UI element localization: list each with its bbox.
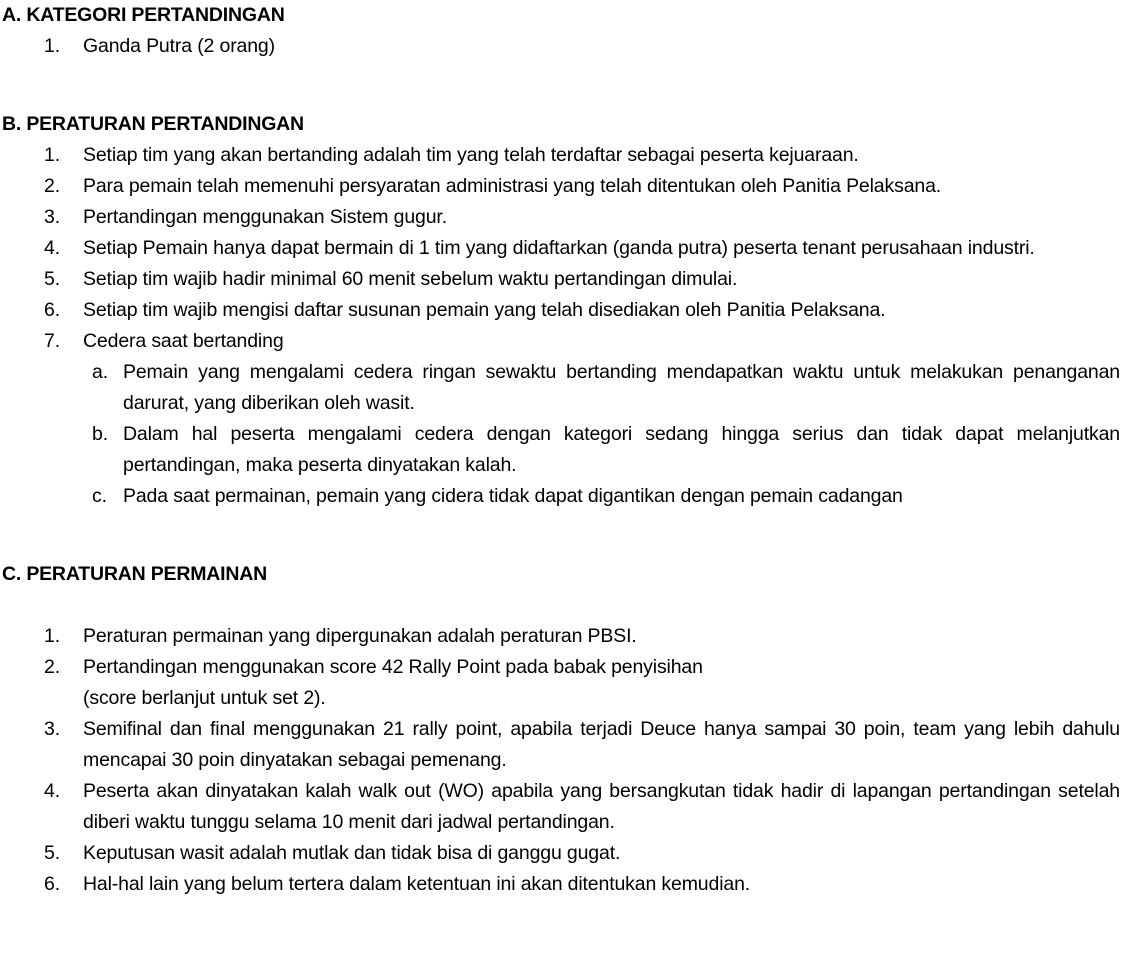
list-marker: 1. — [44, 35, 60, 57]
list-item-text: Cedera saat bertanding — [83, 330, 284, 352]
list-item-text: Setiap tim wajib mengisi daftar susunan pemain yang telah disediakan oleh Panitia Pelaksana. — [83, 299, 886, 321]
list-item — [0, 326, 1126, 357]
list-item-text: Setiap tim wajib hadir minimal 60 menit sebelum waktu pertandingan dimulai. — [83, 268, 738, 290]
sublist-cedera-saat-bertanding — [0, 357, 1126, 512]
list-item — [0, 838, 1126, 869]
section-heading-a: A. KATEGORI PERTANDINGAN — [2, 4, 285, 26]
list-item — [0, 869, 1126, 900]
list-marker: 4. — [44, 780, 60, 802]
list-item-text: Pertandingan menggunakan score 42 Rally Point pada babak penyisihan — [83, 656, 703, 678]
list-item-text: Setiap Pemain hanya dapat bermain di 1 tim yang didaftarkan (ganda putra) peserta tenant perusahaan industri. — [83, 237, 1035, 259]
list-section-a — [0, 31, 1126, 62]
section-kategori-pertandingan — [0, 0, 1126, 62]
sublist-item — [0, 419, 1126, 481]
list-item-text: Setiap tim yang akan bertanding adalah tim yang telah terdaftar sebagai peserta kejuaraan. — [83, 144, 859, 166]
list-item — [0, 140, 1126, 171]
list-marker: 1. — [44, 144, 60, 166]
list-item-text: Para pemain telah memenuhi persyaratan administrasi yang telah ditentukan oleh Panitia Pelaksana. — [83, 175, 942, 197]
list-item — [0, 233, 1126, 264]
list-item-text: Semifinal dan final menggunakan 21 rally point, apabila terjadi Deuce hanya sampai 30 poin, team yang lebih dahulu mencapai 30 poin dinyatakan sebagai pemenang. — [83, 718, 1120, 771]
list-marker: 2. — [44, 656, 60, 678]
section-spacer — [0, 62, 1126, 93]
list-item-text-line2: (score berlanjut untuk set 2). — [83, 687, 326, 709]
section-spacer — [0, 512, 1126, 543]
section-heading-c: C. PERATURAN PERMAINAN — [2, 563, 267, 585]
list-item — [0, 202, 1126, 233]
section-peraturan-pertandingan — [0, 109, 1126, 512]
list-marker: 3. — [44, 206, 60, 228]
list-section-b — [0, 140, 1126, 357]
list-item-text: Hal-hal lain yang belum tertera dalam ketentuan ini akan ditentukan kemudian. — [83, 873, 751, 895]
list-item — [0, 621, 1126, 652]
sublist-marker: c. — [92, 485, 107, 507]
list-marker: 6. — [44, 299, 60, 321]
list-section-c — [0, 621, 1126, 900]
sublist-item — [0, 357, 1126, 419]
sublist-item-text: Pemain yang mengalami cedera ringan sewaktu bertanding mendapatkan waktu untuk melakukan penanganan darurat, yang diberikan oleh wasit. — [123, 361, 1120, 414]
list-item — [0, 652, 1126, 714]
sublist-item — [0, 481, 1126, 512]
list-item-text: Peserta akan dinyatakan kalah walk out (WO) apabila yang bersangkutan tidak hadir di lapangan pertandingan setelah diberi waktu tunggu selama 10 menit dari jadwal pertandingan. — [83, 780, 1120, 833]
list-marker: 5. — [44, 268, 60, 290]
list-marker: 1. — [44, 625, 60, 647]
list-marker: 7. — [44, 330, 60, 352]
section-peraturan-permainan — [0, 559, 1126, 900]
list-item-text: Keputusan wasit adalah mutlak dan tidak bisa di ganggu gugat. — [83, 842, 621, 864]
list-item — [0, 171, 1126, 202]
list-marker: 3. — [44, 718, 60, 740]
list-item — [0, 31, 1126, 62]
list-item — [0, 714, 1126, 776]
list-item-text: Ganda Putra (2 orang) — [83, 35, 275, 57]
list-item — [0, 295, 1126, 326]
sublist-item-text: Pada saat permainan, pemain yang cidera tidak dapat digantikan dengan pemain cadangan — [123, 485, 903, 507]
heading-gap — [0, 590, 1126, 621]
section-heading-b: B. PERATURAN PERTANDINGAN — [2, 113, 304, 135]
list-item-text: Peraturan permainan yang dipergunakan adalah peraturan PBSI. — [83, 625, 637, 647]
list-marker: 6. — [44, 873, 60, 895]
sublist-marker: a. — [92, 361, 108, 383]
list-item — [0, 264, 1126, 295]
sublist-marker: b. — [92, 423, 108, 445]
list-marker: 4. — [44, 237, 60, 259]
list-marker: 5. — [44, 842, 60, 864]
section-spacer — [0, 93, 1126, 109]
section-spacer — [0, 543, 1126, 559]
list-item — [0, 776, 1126, 838]
list-marker: 2. — [44, 175, 60, 197]
list-item-text: Pertandingan menggunakan Sistem gugur. — [83, 206, 447, 228]
sublist-item-text: Dalam hal peserta mengalami cedera dengan kategori sedang hingga serius dan tidak dapat melanjutkan pertandingan, maka peserta dinyatakan kalah. — [123, 423, 1120, 476]
